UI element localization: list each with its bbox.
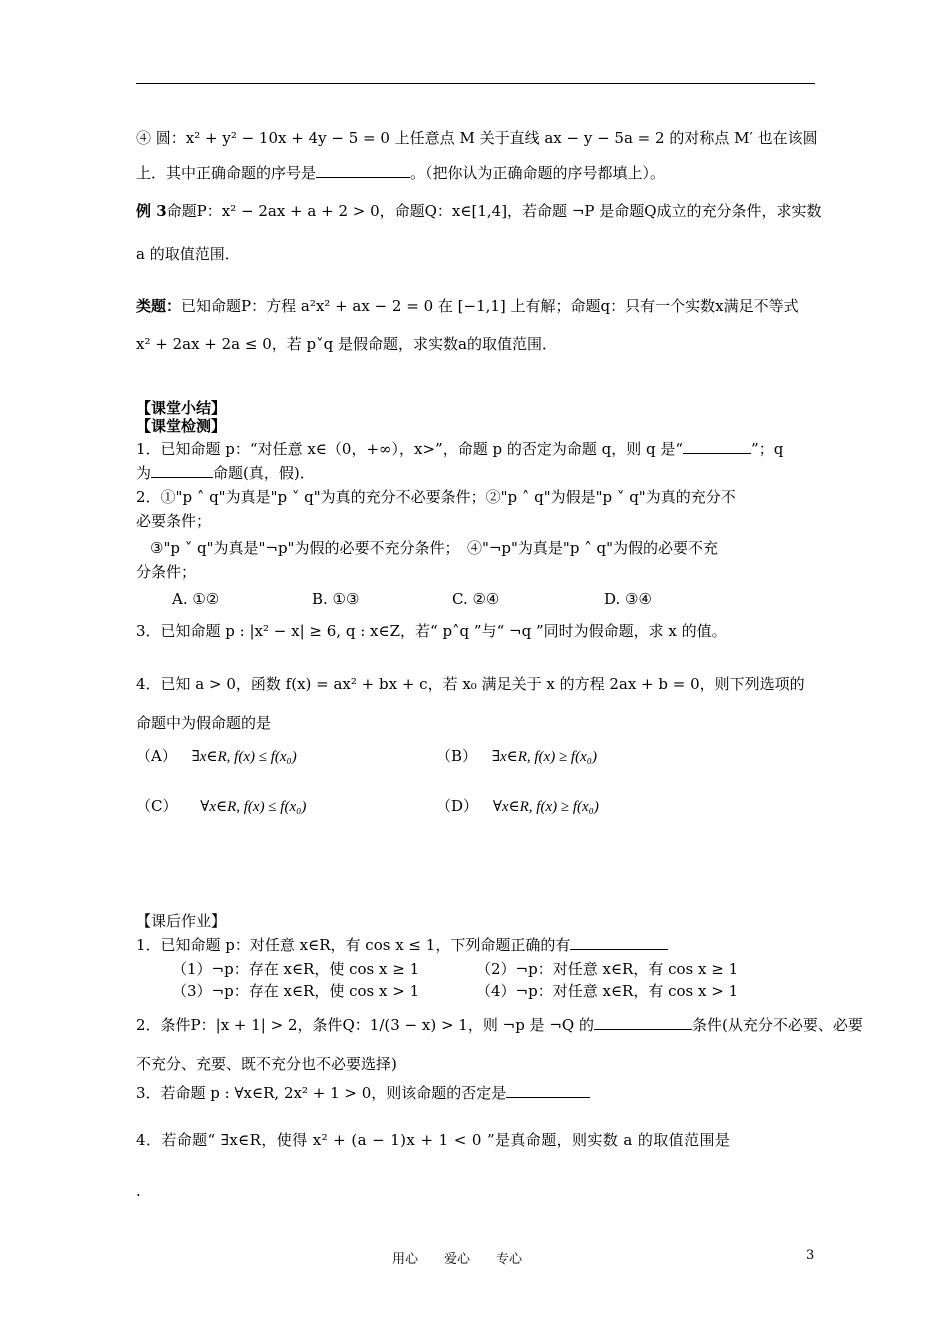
example-3-label: 例 3: [136, 202, 167, 220]
h2-line1: [136, 1014, 863, 1036]
h1-text: 1．已知命题 p：对任意 x∈R，有 cos x ≤ 1，下列命题正确的有: [136, 936, 571, 954]
header-rule: [136, 83, 815, 84]
q4-option-b-label: （B）: [436, 747, 478, 765]
h1-blank: [570, 935, 668, 950]
q4-option-b: [436, 745, 597, 768]
similar-problem: [136, 295, 799, 317]
section-summary: 【课堂小结】: [136, 399, 227, 417]
q2-option-a: A. ①②: [172, 590, 220, 608]
q2-line4: 分条件；: [136, 563, 197, 581]
h3-text: 3．若命题 p : ∀x∈R, 2x² + 1 > 0，则该命题的否定是: [136, 1084, 507, 1102]
example-3-text: 命题P：x² − 2ax + a + 2 > 0，命题Q：x∈[1,4]，若命题 ¬P 是命题Q成立的充分条件，求实数: [166, 202, 822, 220]
fill-blank-prefix: 上．其中正确命题的序号是: [136, 164, 317, 182]
h2-line2: 不充分、充要、既不充分也不必要选择): [136, 1055, 397, 1073]
section-check: 【课堂检测】: [136, 417, 227, 435]
q1-text-3: 为: [136, 464, 152, 482]
q4-option-a-label: （A）: [136, 747, 177, 765]
h1-line: [136, 934, 668, 956]
q1-line2: [136, 462, 315, 484]
similar-problem-cont: x² + 2ax + 2a ≤ 0，若 p˅q 是假命题，求实数a的取值范围．: [136, 335, 557, 353]
fill-blank-suffix: 。（把你认为正确命题的序号都填上）。: [410, 164, 666, 182]
q1-line1: [136, 438, 783, 460]
q4-option-c: [136, 795, 306, 818]
example-3-cont: a 的取值范围．: [136, 245, 240, 263]
q1-blank-1: [683, 439, 751, 454]
q2-option-b: B. ①③: [312, 590, 360, 608]
q2-line3: ③"p ˅ q"为真是"¬p"为假的必要不充分条件； ④"¬p"为真是"p ˄ q"为假的必要不充: [150, 539, 718, 557]
h1-option-2: （2）¬p：对任意 x∈R，有 cos x ≥ 1: [476, 960, 739, 978]
h2-blank: [594, 1015, 692, 1030]
h4-dot: .: [136, 1182, 141, 1200]
h3-line: [136, 1082, 590, 1104]
similar-problem-text: 已知命题P：方程 a²x² + ax − 2 = 0 在 [−1,1] 上有解；命题q：只有一个实数x满足不等式: [181, 297, 799, 315]
q2-option-c: C. ②④: [452, 590, 500, 608]
h2-text: 2．条件P：|x + 1| > 2，条件Q：1/(3 − x) > 1，则 ¬p 是 ¬Q 的: [136, 1016, 594, 1034]
q1-blank-2: [151, 463, 213, 478]
h1-option-4: （4）¬p：对任意 x∈R，有 cos x > 1: [476, 982, 739, 1000]
q4-option-a-expr: ∃x∈R, f(x) ≤ f(x₀): [191, 749, 297, 765]
q1-text-2: ”；q: [751, 440, 784, 458]
q4-option-d-expr: ∀x∈R, f(x) ≥ f(x₀): [492, 799, 599, 815]
fill-blank-line: [136, 162, 665, 184]
h4-line: 4．若命题“ ∃x∈R，使得 x² + (a − 1)x + 1 < 0 ”是真命题，则实数 a 的取值范围是: [136, 1131, 731, 1149]
q4-option-b-expr: ∃x∈R, f(x) ≥ f(x₀): [491, 749, 597, 765]
h3-blank: [506, 1083, 590, 1098]
q4-option-d: [436, 795, 599, 818]
q1-text: 1．已知命题 p：“对任意 x∈（0，+∞），x>”，命题 p 的否定为命题 q，则 q 是“: [136, 440, 684, 458]
q4-line2: 命题中为假命题的是: [136, 714, 272, 732]
q2-line2: 必要条件；: [136, 512, 212, 530]
section-homework: 【课后作业】: [136, 912, 227, 930]
item-4-circle-line: ④ 圆：x² + y² − 10x + 4y − 5 = 0 上任意点 M 关于直线 ax − y − 5a = 2 的对称点 M′ 也在该圆: [136, 129, 818, 147]
q3: 3．已知命题 p : |x² − x| ≥ 6, q : x∈Z，若“ p˄q ”与“ ¬q ”同时为假命题，求 x 的值。: [136, 622, 727, 640]
footer-slogan: 用心 爱心 专心: [392, 1252, 523, 1267]
similar-problem-label: 类题：: [136, 297, 182, 315]
page-number: 3: [806, 1248, 815, 1263]
q4-option-d-label: （D）: [436, 797, 479, 815]
q4-option-c-expr: ∀x∈R, f(x) ≤ f(x₀): [200, 799, 307, 815]
q2-line1: 2．①"p ˄ q"为真是"p ˅ q"为真的充分不必要条件；②"p ˄ q"为假是"p ˅ q"为真的充分不: [136, 488, 736, 506]
h2-text-2: 条件(从充分不必要、必要: [691, 1016, 863, 1034]
q4-line1: 4．已知 a > 0，函数 f(x) = ax² + bx + c，若 x₀ 满足关于 x 的方程 2ax + b = 0，则下列选项的: [136, 675, 805, 693]
h1-option-1: （1）¬p：存在 x∈R，使 cos x ≥ 1: [172, 960, 420, 978]
q1-text-4: 命题(真，假)．: [213, 464, 315, 482]
q4-option-a: [136, 745, 297, 768]
q2-option-d: D. ③④: [604, 590, 652, 608]
answer-blank: [316, 163, 410, 178]
h1-option-3: （3）¬p：存在 x∈R，使 cos x > 1: [172, 982, 420, 1000]
q4-option-c-label: （C）: [136, 797, 178, 815]
example-3: [136, 200, 822, 222]
